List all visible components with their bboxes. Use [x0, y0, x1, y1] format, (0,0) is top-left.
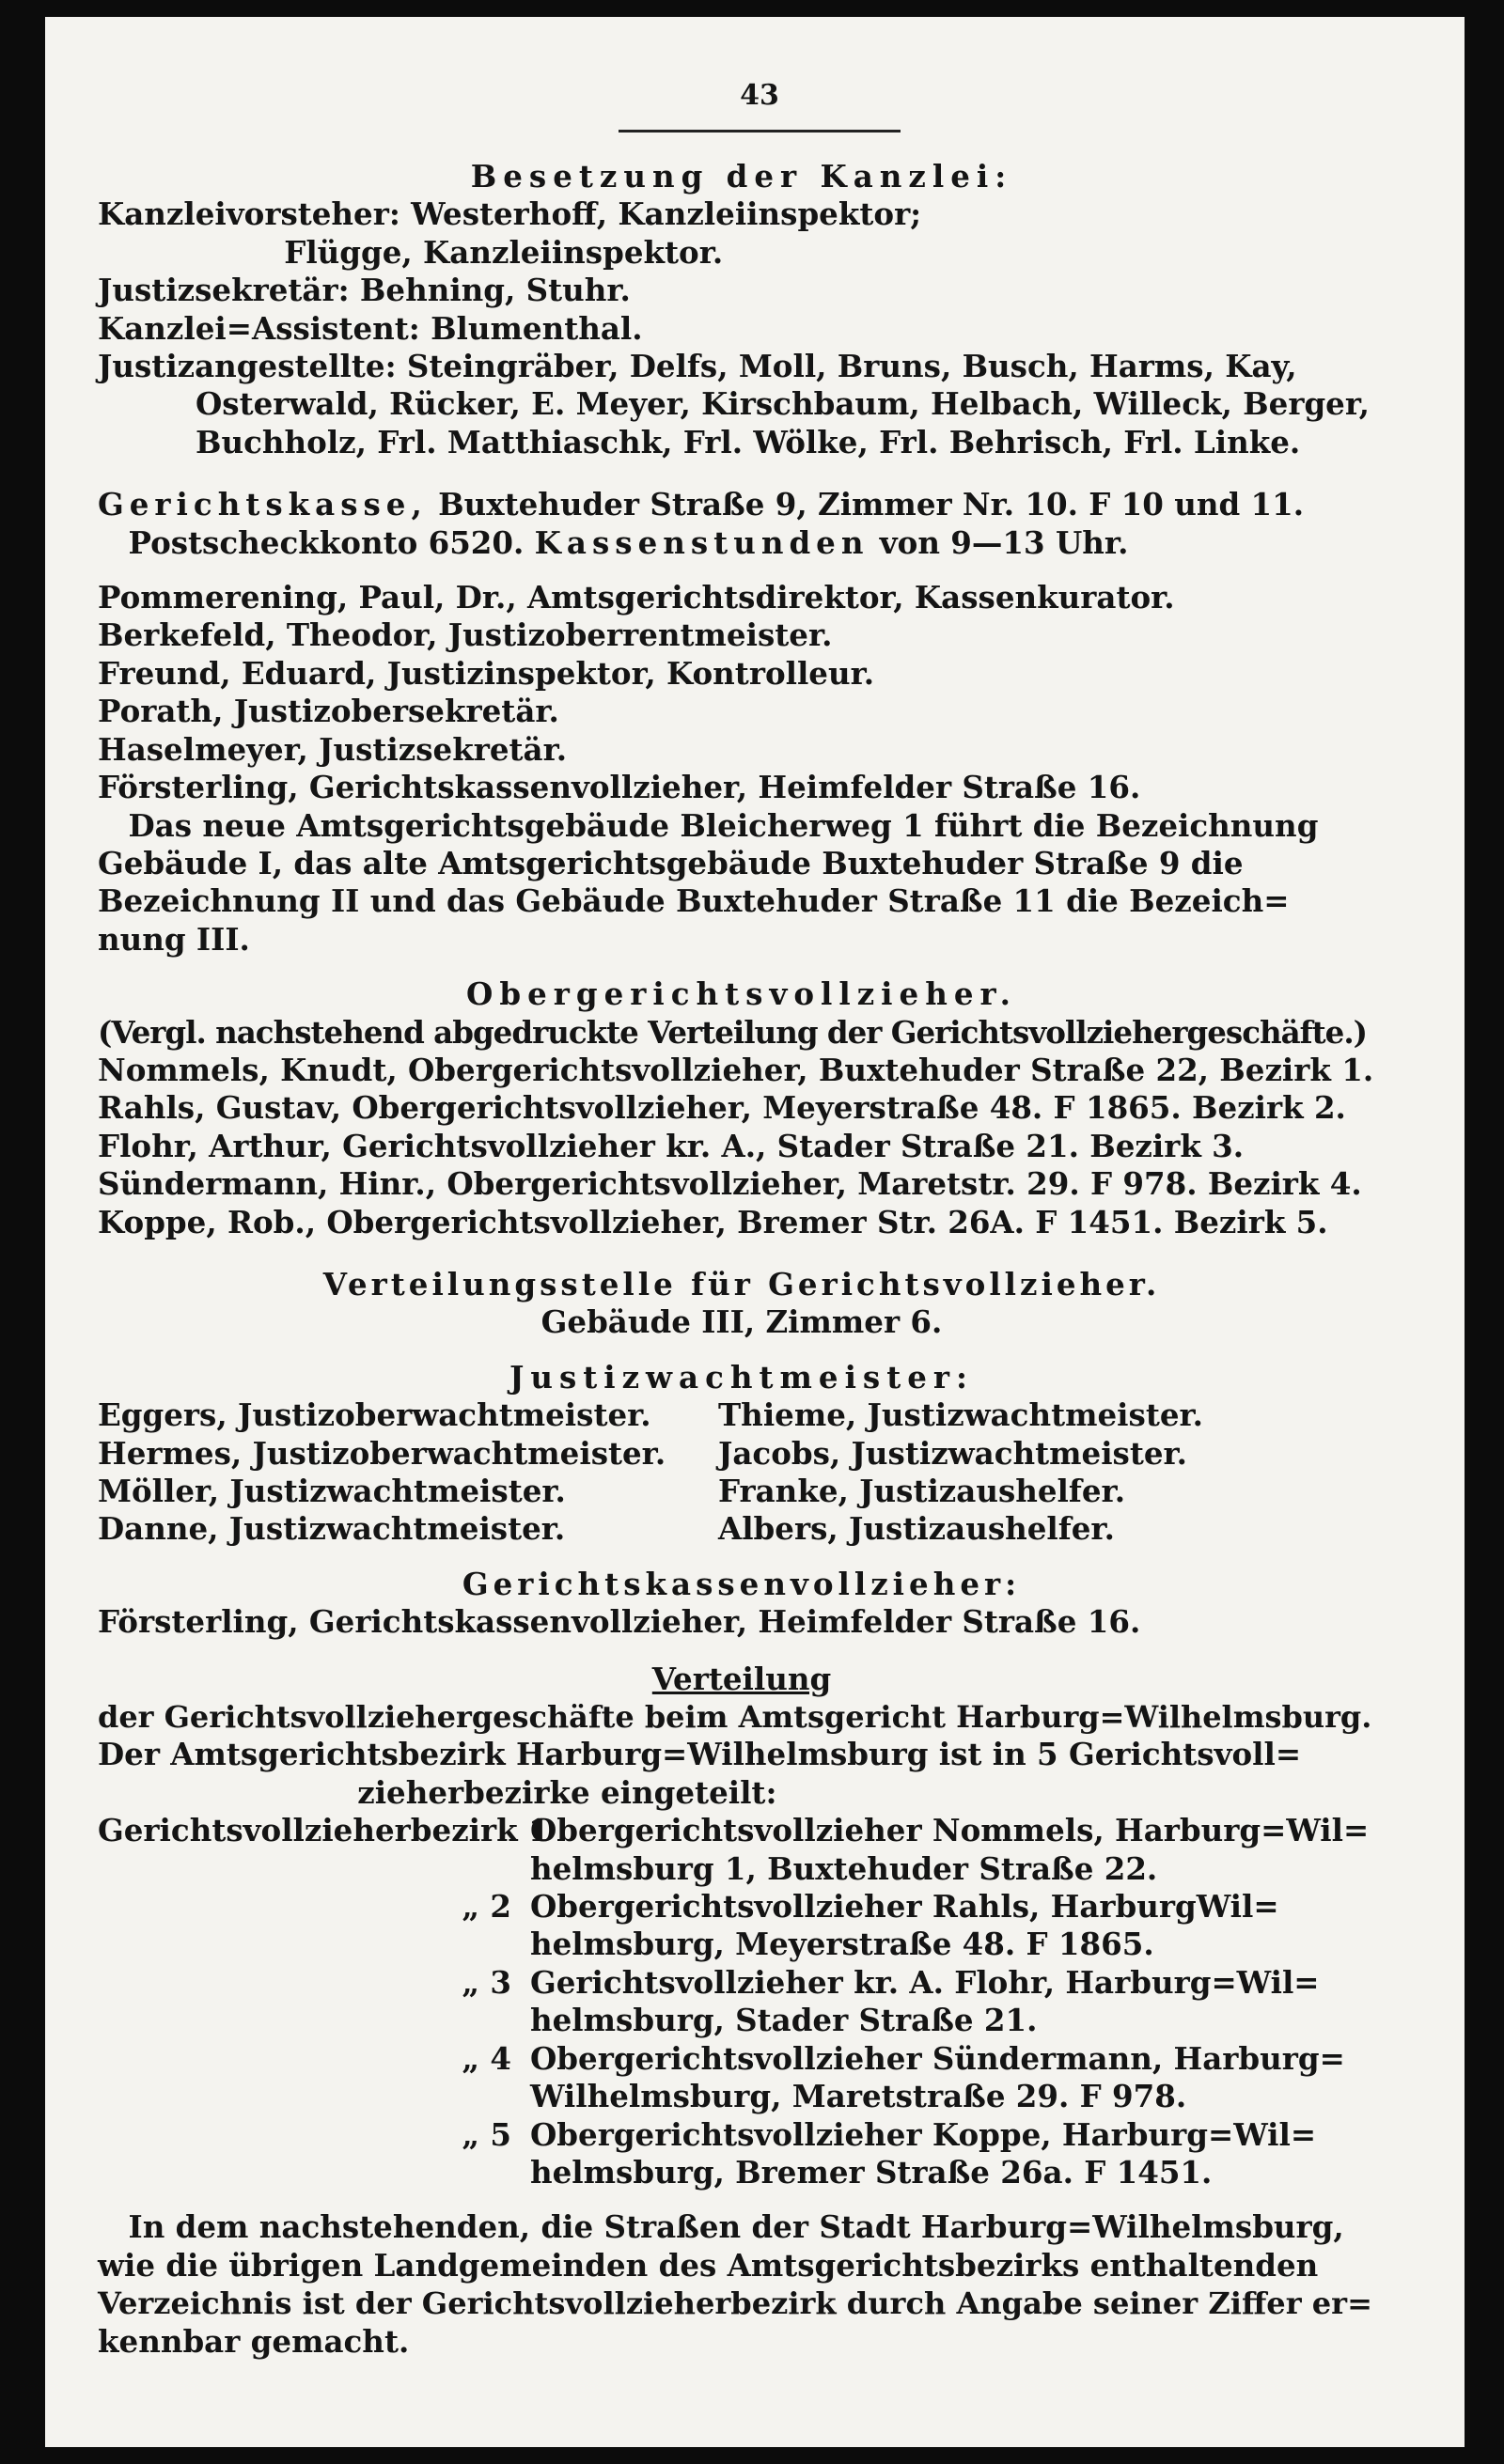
gerichtskassenvollzieher-heading: Gerichtskassenvollzieher: — [462, 1565, 1022, 1602]
verteilung-intro-line: der Gerichtsvollziehergeschäfte beim Amtsgericht Harburg=Wilhelmsburg. — [98, 1699, 1372, 1736]
justizwachtmeister-right-col — [718, 1396, 1386, 1549]
district-text-line: Obergerichtsvollzieher Rahls, HarburgWil= — [530, 1888, 1279, 1926]
district-text-line: helmsburg, Bremer Straße 26a. F 1451. — [530, 2153, 1213, 2191]
district-text-line: helmsburg 1, Buxtehuder Straße 22. — [530, 1849, 1158, 1887]
kanzlei-line: Justizsekretär: Behning, Stuhr. — [98, 272, 631, 309]
obergerichtsvollzieher-line: Nommels, Knudt, Obergerichtsvollzieher, Buxtehuder Straße 22, Bezirk 1. — [98, 1051, 1374, 1088]
district-text — [530, 2116, 1386, 2192]
staff-line: Pommerening, Paul, Dr., Amtsgerichtsdirektor, Kassenkurator. — [98, 579, 1175, 616]
wachtmeister-entry: Jacobs, Justizwachtmeister. — [718, 1434, 1187, 1472]
justizwachtmeister-left-col — [98, 1396, 718, 1549]
staff-line: Berkefeld, Theodor, Justizoberrentmeister. — [98, 616, 833, 654]
kanzlei-line: Buchholz, Frl. Matthiaschk, Frl. Wölke, Frl. Behrisch, Frl. Linke. — [196, 423, 1301, 460]
verteilungsstelle-heading: Verteilungsstelle für Gerichtsvollzieher. — [322, 1265, 1161, 1302]
building-note-line: Bezeichnung II und das Gebäude Buxtehuder Straße 11 die Bezeich= — [98, 882, 1290, 920]
obergerichtsvollzieher-heading: Obergerichtsvollzieher. — [466, 975, 1017, 1013]
wachtmeister-entry: Möller, Justizwachtmeister. — [98, 1473, 566, 1509]
wachtmeister-entry: Franke, Justizaushelfer. — [718, 1473, 1126, 1509]
wachtmeister-entry: Eggers, Justizoberwachtmeister. — [98, 1396, 651, 1434]
district-text — [530, 1888, 1386, 1964]
obergerichtsvollzieher-line: Koppe, Rob., Obergerichtsvollzieher, Bremer Str. 26A. F 1451. Bezirk 5. — [98, 1203, 1328, 1240]
district-text-line: Obergerichtsvollzieher Koppe, Harburg=Wil= — [530, 2115, 1317, 2153]
staff-line: Freund, Eduard, Justizinspektor, Kontrolleur. — [98, 654, 875, 692]
document-page — [45, 17, 1465, 2447]
page-content — [98, 158, 1386, 2361]
district-text — [530, 1812, 1386, 1888]
obergerichtsvollzieher-line: Flohr, Arthur, Gerichtsvollzieher kr. A., Stader Straße 21. Bezirk 3. — [98, 1127, 1245, 1164]
postscheckkonto: Postscheckkonto 6520. — [128, 523, 535, 561]
verteilung-intro-line: zieherbezirke eingeteilt: — [357, 1773, 777, 1811]
kanzlei-line: Kanzlei=Assistent: Blumenthal. — [98, 309, 643, 347]
kassenstunden-hours: von 9—13 Uhr. — [869, 523, 1129, 561]
justizwachtmeister-list — [98, 1396, 1386, 1549]
district-text-line: Wilhelmsburg, Maretstraße 29. F 978. — [530, 2078, 1187, 2115]
kassenstunden-label: Kassenstunden — [534, 523, 870, 561]
district-label: „ 4 — [462, 2039, 511, 2077]
building-note-line: Gebäude I, das alte Amtsgerichtsgebäude Buxtehuder Straße 9 die — [98, 844, 1244, 881]
closing-line: wie die übrigen Landgemeinden des Amtsgerichtsbezirks enthaltenden — [98, 2246, 1319, 2284]
closing-line: Verzeichnis ist der Gerichtsvollzieherbezirk durch Angabe seiner Ziffer er= — [98, 2285, 1372, 2322]
staff-line: Porath, Justizobersekretär. — [98, 693, 559, 730]
building-note-line: nung III. — [98, 920, 250, 958]
obergerichtsvollzieher-intro: (Vergl. nachstehend abgedruckte Verteilung der Gerichtsvollziehergeschäfte.) — [98, 1013, 1368, 1051]
district-label: „ 2 — [462, 1888, 511, 1926]
district-label: „ 3 — [462, 1963, 511, 2001]
gerichtskasse-line-2 — [98, 524, 1386, 562]
district-row — [98, 1888, 1386, 1964]
closing-line: kennbar gemacht. — [98, 2322, 410, 2360]
staff-line: Försterling, Gerichtskassenvollzieher, Heimfelder Straße 16. — [98, 769, 1141, 806]
district-row — [98, 1964, 1386, 2040]
district-row — [98, 2116, 1386, 2192]
verteilungsstelle-sub: Gebäude III, Zimmer 6. — [540, 1303, 943, 1341]
kanzlei-line: Flügge, Kanzleiinspektor. — [284, 233, 724, 271]
gerichtskasse-address: Buxtehuder Straße 9, Zimmer Nr. 10. F 10 und 11. — [427, 486, 1305, 523]
verteilung-intro-line: Der Amtsgerichtsbezirk Harburg=Wilhelmsburg ist in 5 Gerichtsvoll= — [98, 1736, 1302, 1773]
kanzlei-line: Justizangestellte: Steingräber, Delfs, Moll, Bruns, Busch, Harms, Kay, — [98, 348, 1297, 385]
kanzlei-line: Kanzleivorsteher: Westerhoff, Kanzleiinspektor; — [98, 195, 922, 233]
page-number: 43 — [740, 79, 779, 112]
district-text-line: Obergerichtsvollzieher Nommels, Harburg=Wil= — [530, 1812, 1370, 1849]
gerichtskasse-staff — [98, 579, 1386, 806]
building-note-line: Das neue Amtsgerichtsgebäude Bleicherweg 1 führt die Bezeichnung — [128, 806, 1319, 844]
district-text-line: helmsburg, Meyerstraße 48. F 1865. — [530, 1926, 1154, 1963]
district-row — [98, 2040, 1386, 2116]
wachtmeister-entry: Hermes, Justizoberwachtmeister. — [98, 1434, 666, 1472]
district-row — [98, 1812, 1386, 1888]
district-text — [530, 2040, 1386, 2116]
district-text-line: Gerichtsvollzieher kr. A. Flohr, Harburg=Wil= — [530, 1963, 1320, 2001]
gerichtskasse-line-1 — [98, 486, 1386, 523]
obergerichtsvollzieher-line: Sündermann, Hinr., Obergerichtsvollzieher, Maretstr. 29. F 978. Bezirk 4. — [98, 1165, 1362, 1203]
district-text — [530, 1964, 1386, 2040]
kanzlei-line: Osterwald, Rücker, E. Meyer, Kirschbaum, Helbach, Willeck, Berger, — [196, 385, 1370, 423]
justizwachtmeister-heading: Justizwachtmeister: — [509, 1358, 975, 1396]
closing-line: In dem nachstehenden, die Straßen der Stadt Harburg=Wilhelmsburg, — [128, 2208, 1344, 2246]
gerichtskasse-label: Gerichtskasse, — [98, 486, 428, 523]
district-text-line: helmsburg, Stader Straße 21. — [530, 2002, 1038, 2039]
kanzlei-heading: Besetzung der Kanzlei: — [470, 158, 1013, 195]
district-label: „ 5 — [462, 2115, 511, 2153]
obergerichtsvollzieher-line: Rahls, Gustav, Obergerichtsvollzieher, Meyerstraße 48. F 1865. Bezirk 2. — [98, 1089, 1346, 1127]
gerichtskassenvollzieher-line: Försterling, Gerichtskassenvollzieher, Heimfelder Straße 16. — [98, 1603, 1141, 1641]
district-text-line: Obergerichtsvollzieher Sündermann, Harburg= — [530, 2039, 1345, 2077]
page-number-rule — [619, 130, 901, 133]
wachtmeister-entry: Albers, Justizaushelfer. — [718, 1510, 1115, 1548]
district-label: Gerichtsvollzieherbezirk 1 — [98, 1812, 550, 1849]
staff-line: Haselmeyer, Justizsekretär. — [98, 730, 568, 768]
wachtmeister-entry: Danne, Justizwachtmeister. — [98, 1510, 566, 1548]
verteilung-title: Verteilung — [651, 1660, 832, 1697]
wachtmeister-entry: Thieme, Justizwachtmeister. — [718, 1396, 1203, 1434]
